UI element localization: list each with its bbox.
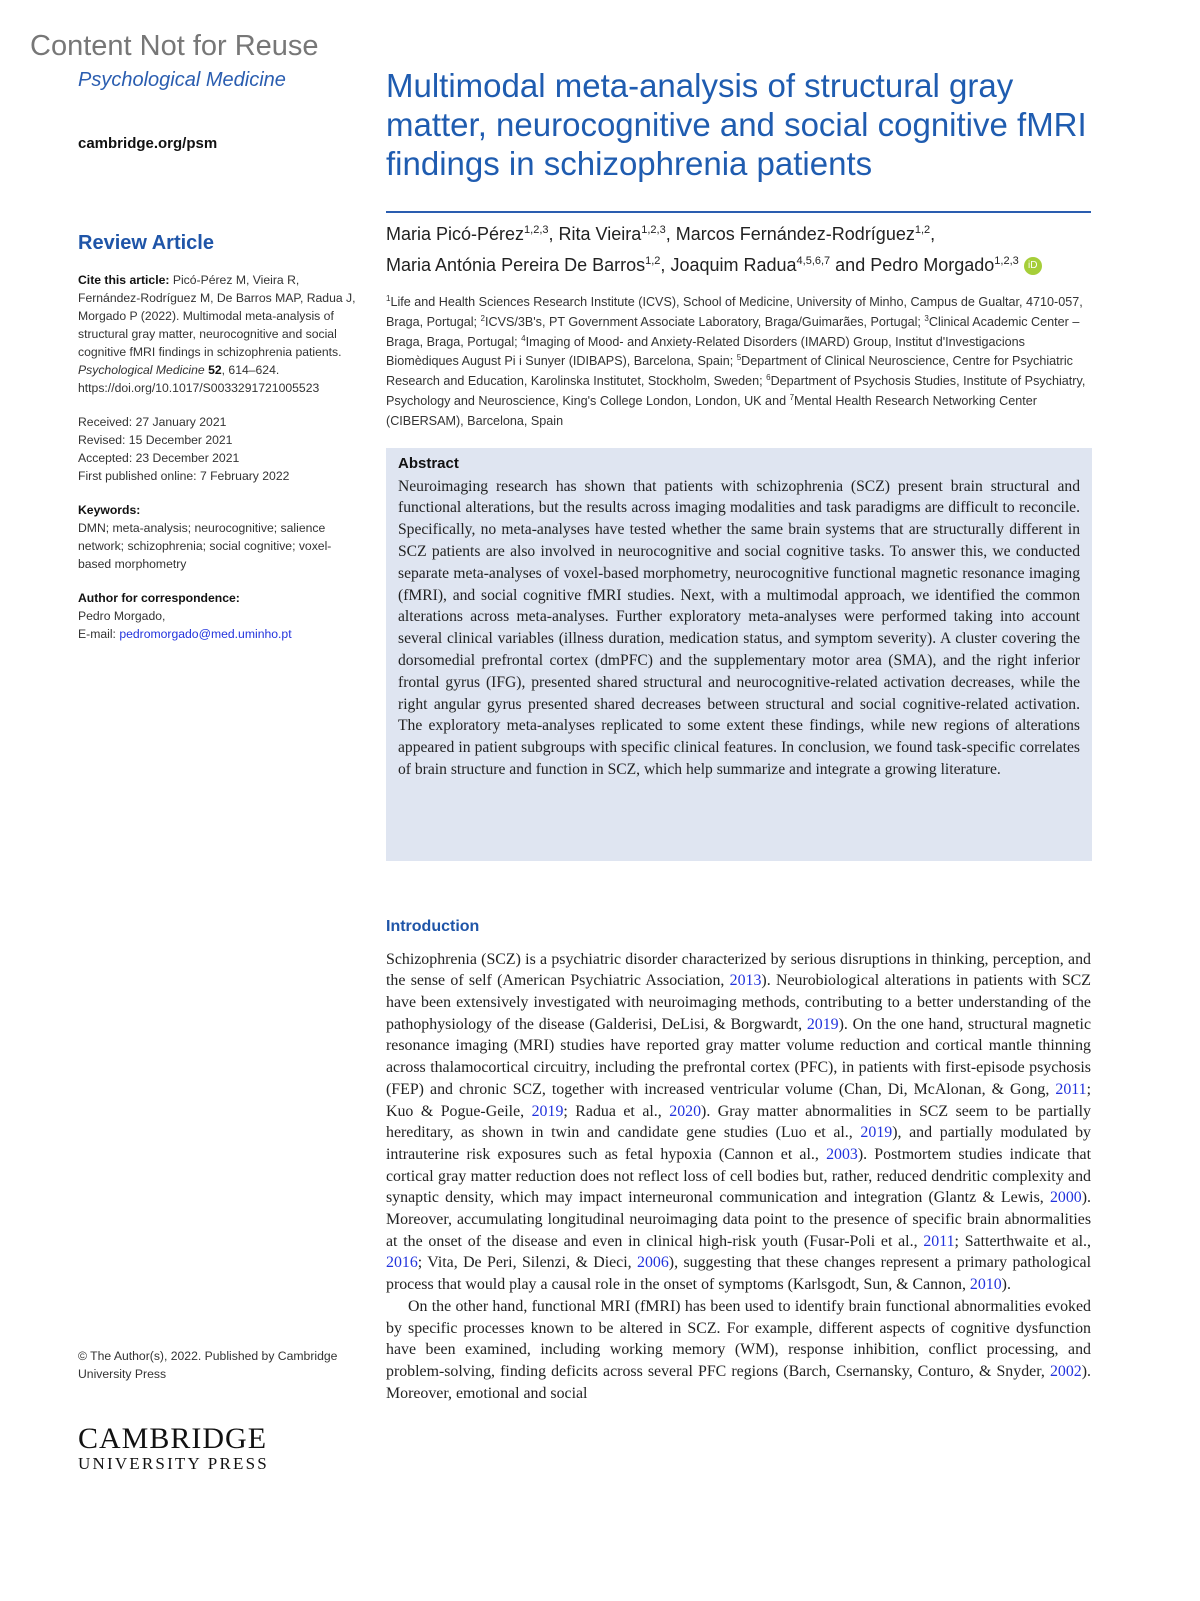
author-name[interactable]: Rita Vieira: [558, 224, 642, 244]
text-run: Schizophrenia (SCZ) is a psychiatric disorder characterized by serious disruptions in thinking, perception, and the sense of self (American Psychiatric Association,: [386, 950, 1091, 990]
author-name[interactable]: Marcos Fernández-Rodríguez: [675, 224, 915, 244]
introduction-body: [386, 949, 1091, 1405]
author: [670, 255, 830, 275]
keywords-label: Keywords:: [78, 503, 141, 517]
logo-line1: CAMBRIDGE: [78, 1422, 268, 1455]
affiliation-text: Imaging of Mood- and Anxiety-Related Disorders (IMARD) Group, Institut d'Investigacions Biomèdiques August Pi i Sunyer (IDIBAPS), Barcelona, Spain;: [386, 334, 1025, 369]
keywords: [78, 501, 363, 573]
authors-and: and: [830, 255, 871, 275]
affiliation-text: Department of Clinical Neuroscience, Centre for Psychiatric Research and Education, Karolinska Institutet, Stockholm, Sweden;: [386, 354, 1073, 389]
text-run: ; Vita, De Peri, Silenzi, & Dieci,: [417, 1254, 638, 1272]
cite-pages: , 614–624.: [221, 363, 280, 377]
correspondence-name: Pedro Morgado,: [78, 609, 166, 623]
text-run: ). Moreover, accumulating longitudinal neuroimaging data point to the presence of specific brain abnormalities at the onset of the disease and even in clinical high-risk youth (Fusar-Poli et al.,: [386, 1189, 1091, 1250]
journal-name: Psychological Medicine: [78, 69, 286, 91]
cite-text: Picó-Pérez M, Vieira R, Fernández-Rodríguez M, De Barros MAP, Radua J, Morgado P (2022). Multimodal meta-analysis of structural gray matter, neurocognitive and social cognitive fMRI findings in schizophrenia patients.: [78, 273, 356, 359]
text-run: On the other hand, functional MRI (fMRI) has been used to identify brain functional abnormalities evoked by specific processes known to be altered in SCZ. For example, different aspects of cognitive dysfunction have been examined, including working memory (WM), response inhibition, conflict processing, and problem-solving, finding deficits across several PFC regions (Barch, Csernansky, Conturo, & Snyder,: [386, 1297, 1091, 1380]
date-accepted: Accepted: 23 December 2021: [78, 451, 240, 465]
author-name[interactable]: Pedro Morgado: [870, 255, 995, 275]
citation-link[interactable]: 2019: [531, 1102, 564, 1120]
author: [559, 224, 666, 244]
affiliation-sup: 6: [766, 373, 771, 382]
citation-link[interactable]: 2006: [637, 1254, 669, 1272]
citation-link[interactable]: 2013: [729, 972, 762, 990]
article-type: Review Article: [78, 232, 214, 254]
affiliations: [386, 293, 1092, 432]
cite-journal: Psychological Medicine: [78, 363, 205, 377]
abstract-heading: Abstract: [398, 454, 459, 472]
article-title: Multimodal meta-analysis of structural gray matter, neurocognitive and social cognitive fMRI findings in schizophrenia patients: [386, 67, 1087, 182]
title-divider: [386, 211, 1091, 213]
paragraph: [386, 949, 1091, 1296]
author-affiliation-sup: 1,2,3: [641, 224, 666, 236]
paragraph: [386, 1296, 1091, 1405]
text-run: ). Gray matter abnormalities in SCZ seem to be partially hereditary, as shown in twin and candidate gene studies (Luo et al.,: [386, 1102, 1091, 1142]
date-revised: Revised: 15 December 2021: [78, 433, 233, 447]
abstract-text: Neuroimaging research has shown that patients with schizophrenia (SCZ) present brain structural and functional alterations, but the results across imaging modalities and task paradigms are difficult to reconcile. Specifically, no meta-analyses have tested whether the same brain systems that are structurally different in SCZ patients are also involved in neurocognitive and social cognitive tasks. To answer this, we conducted separate meta-analyses of voxel-based morphometry, neurocognitive functional magnetic resonance imaging (fMRI), and social cognitive fMRI studies. Next, with a multimodal approach, we identified the common alterations across meta-analyses. Further exploratory meta-analyses were performed taking into account several clinical variables (illness duration, medication status, and symptom severity). A cluster covering the dorsomedial prefrontal cortex (dmPFC) and the supplementary motor area (SMA), and the right inferior frontal gyrus (IFG), presented shared structural and neurocognitive-related activation decreases, while the right angular gyrus presented shared decreases between structural and social cognitive-related activation. The exploratory meta-analyses replicated to some extent these findings, while new regions of alterations appeared in patient subgroups with specific clinical features. In conclusion, we found task-specific correlates of brain structure and function in SCZ, which help summarize and integrate a growing literature.: [398, 477, 1080, 778]
date-published: First published online: 7 February 2022: [78, 469, 290, 483]
affiliation-sup: 7: [789, 392, 795, 402]
citation: [78, 271, 363, 397]
author-name[interactable]: Maria Antónia Pereira De Barros: [386, 255, 646, 275]
author: [870, 255, 1019, 275]
affiliation-sup: 2: [480, 313, 485, 323]
cambridge-logo: [78, 1424, 269, 1474]
text-run: ). Postmortem studies indicate that cortical gray matter reduction does not reflect loss of cell bodies but, rather, reduced dendritic complexity and synaptic density, which may impact interneuronal communication and integration (Glantz & Lewis,: [386, 1145, 1091, 1207]
watermark: Content Not for Reuse: [30, 30, 319, 62]
text-run: ), suggesting that these changes represent a primary pathological process that would play a causal role in the onset of symptoms (Karlsgodt, Sun, & Cannon,: [386, 1254, 1091, 1294]
right-column: [386, 66, 1092, 1404]
author: [386, 224, 549, 244]
citation-link[interactable]: 2020: [669, 1102, 702, 1120]
citation-link[interactable]: 2010: [969, 1276, 1002, 1294]
logo-line2: UNIVERSITY PRESS: [78, 1454, 269, 1473]
author: [386, 255, 660, 275]
citation-link[interactable]: 2000: [1049, 1189, 1082, 1207]
text-run: ). On the one hand, structural magnetic resonance imaging (MRI) studies have reported gray matter volume reduction and cortical mantle thinning across thalamocortical circuitry, including the prefrontal cortex (PFC), in patients with first-episode psychosis (FEP) and chronic SCZ, together with increased ventricular volume (Chan, Di, McAlonan, & Gong,: [386, 1015, 1091, 1098]
email-link[interactable]: pedromorgado@med.uminho.pt: [119, 627, 292, 641]
author-affiliation-sup: 1,2: [645, 255, 661, 267]
author-name[interactable]: Joaquim Radua: [670, 255, 797, 275]
affiliation-sup: 3: [924, 313, 929, 323]
journal-site[interactable]: cambridge.org/psm: [78, 135, 218, 152]
author-affiliation-sup: 4,5,6,7: [796, 255, 831, 267]
email-label: E-mail:: [78, 627, 120, 641]
cite-volume: 52: [208, 363, 222, 377]
keywords-text: DMN; meta-analysis; neurocognitive; salience network; schizophrenia; social cognitive; voxel-based morphometry: [78, 521, 332, 571]
author-affiliation-sup: 1,2,3: [524, 224, 549, 236]
left-column: [78, 68, 363, 643]
orcid-icon[interactable]: iD: [1024, 257, 1042, 275]
author-list: Maria Picó-Pérez$^{1,2,3}$, Rita Vieira$^{1,2,3}$, Marcos Fernández-Rodríguez$^{1,2}$, Maria Antónia Pereira De Barros$^{1,2}$, Joaquim Radua$^{4,5,6,7}$ and Pedro Morgado$^{1,2,3}$ iD: [386, 219, 1092, 281]
author-affiliation-sup: 1,2: [914, 224, 931, 236]
author: [676, 224, 930, 244]
affiliation-sup: 4: [521, 333, 526, 343]
citation-link[interactable]: 2002: [1049, 1362, 1082, 1380]
affiliation-text: Clinical Academic Center – Braga, Braga, Portugal;: [386, 314, 1080, 349]
correspondence-label: Author for correspondence:: [78, 591, 240, 605]
text-run: ), and partially modulated by intrauterine risk exposures such as fetal hypoxia (Cannon et al.,: [386, 1124, 1091, 1163]
citation-link[interactable]: 2011: [1055, 1080, 1087, 1098]
text-run: ).: [1001, 1276, 1011, 1294]
dates: [78, 413, 363, 485]
affiliation-text: Life and Health Sciences Research Institute (ICVS), School of Medicine, University of Minho, Campus de Gualtar, 4710-057, Braga, Portugal;: [386, 295, 1083, 329]
citation-link[interactable]: 2003: [826, 1145, 858, 1163]
citation-link[interactable]: 2011: [923, 1232, 955, 1250]
date-received: Received: 27 January 2021: [78, 415, 227, 429]
text-run: ; Radua et al.,: [563, 1102, 670, 1120]
text-run: ; Satterthwaite et al.,: [954, 1232, 1091, 1250]
text-run: ). Moreover, emotional and social: [386, 1362, 1091, 1402]
doi-link[interactable]: https://doi.org/10.1017/S0033291721005523: [78, 381, 320, 395]
text-run: ). Neurobiological alterations in patients with SCZ have been extensively investigated with neuroimaging methods, contributing to a better understanding of the pathophysiology of the disease (Galderisi, DeLisi, & Borgwardt,: [386, 972, 1091, 1033]
cite-label: Cite this article:: [78, 273, 170, 287]
copyright: © The Author(s), 2022. Published by Cambridge University Press: [78, 1349, 338, 1381]
correspondence: [78, 589, 363, 643]
citation-link[interactable]: 2019: [806, 1015, 839, 1033]
citation-link[interactable]: 2019: [860, 1124, 893, 1142]
introduction-heading: Introduction: [386, 917, 480, 935]
affiliation-sup: 1: [386, 293, 391, 303]
citation-link[interactable]: 2016: [386, 1254, 418, 1272]
affiliation-text: ICVS/3B's, PT Government Associate Laboratory, Braga/Guimarães, Portugal;: [484, 314, 925, 329]
affiliation-text: Department of Psychosis Studies, Institute of Psychiatry, Psychology and Neuroscience, King's College London, London, UK and: [386, 374, 1086, 408]
text-run: ; Kuo & Pogue-Geile,: [386, 1080, 1091, 1120]
author-affiliation-sup: 1,2,3: [994, 255, 1019, 267]
affiliation-text: Mental Health Research Networking Center (CIBERSAM), Barcelona, Spain: [386, 393, 1037, 428]
affiliation-sup: 5: [736, 353, 742, 363]
abstract-box: [386, 448, 1092, 861]
author-name[interactable]: Maria Picó-Pérez: [386, 224, 525, 244]
